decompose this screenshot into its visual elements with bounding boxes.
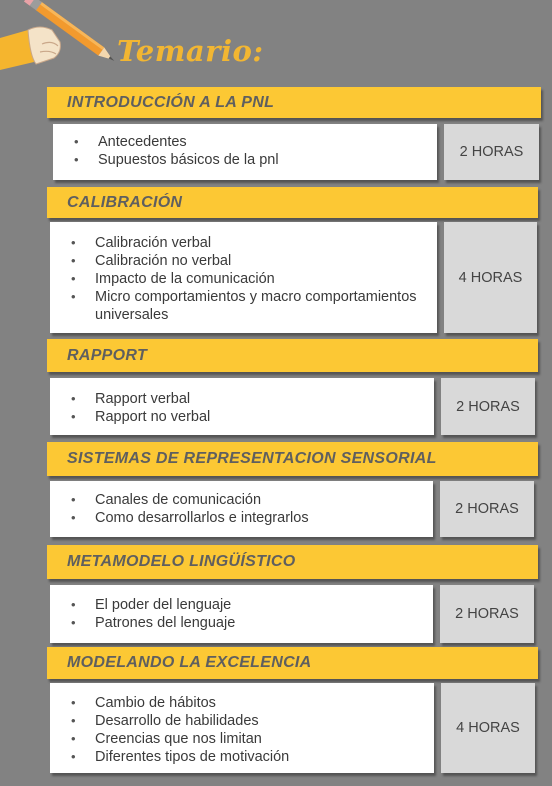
section-title: MODELANDO LA EXCELENCIA [67,654,312,671]
section-title: CALIBRACIÓN [67,193,183,211]
section-content [50,585,433,643]
section-title: INTRODUCCIÓN A LA PNL [67,93,275,111]
hours-badge: 4 HORAS [444,222,537,333]
list-item: • Desarrollo de habilidades [50,712,434,730]
list-item: • Calibración no verbal [50,252,437,270]
list-item: • Micro comportamientos y macro comportamientos universales [50,288,437,324]
section-header-modelando [47,647,538,679]
header [0,0,552,85]
section-header-rapport [47,339,538,372]
list-item: • Impacto de la comunicación [50,270,437,288]
section-content [50,683,434,773]
section-header-introduccion [47,87,541,118]
list-item: • Rapport no verbal [50,408,434,426]
section-content [50,378,434,435]
section-content [50,481,433,537]
hours-badge: 2 HORAS [440,481,534,537]
list-item: • Patrones del lenguaje [50,614,433,632]
section-content [50,222,437,333]
list-item: • El poder del lenguaje [50,596,433,614]
hours-badge: 2 HORAS [441,378,535,435]
list-item: • Rapport verbal [50,390,434,408]
section-title: SISTEMAS DE REPRESENTACION SENSORIAL [67,450,437,467]
pencil-icon [0,0,130,85]
section-title: METAMODELO LINGÜÍSTICO [67,553,296,570]
list-item: • Cambio de hábitos [50,694,434,712]
hours-badge: 4 HORAS [441,683,535,773]
section-header-calibracion [47,187,538,218]
section-title: RAPPORT [67,346,148,364]
list-item: • Calibración verbal [50,234,437,252]
list-item: • Antecedentes [53,133,437,151]
section-content [53,124,437,180]
hours-badge: 2 HORAS [440,585,534,643]
hours-badge: 2 HORAS [444,124,539,180]
section-header-sistemas [47,442,538,476]
list-item: • Como desarrollarlos e integrarlos [50,509,433,527]
list-item: • Supuestos básicos de la pnl [53,151,437,169]
page-title: Temario: [117,34,264,68]
list-item: • Creencias que nos limitan [50,730,434,748]
list-item: • Diferentes tipos de motivación [50,748,434,766]
list-item: • Canales de comunicación [50,491,433,509]
section-header-metamodelo [47,545,538,579]
